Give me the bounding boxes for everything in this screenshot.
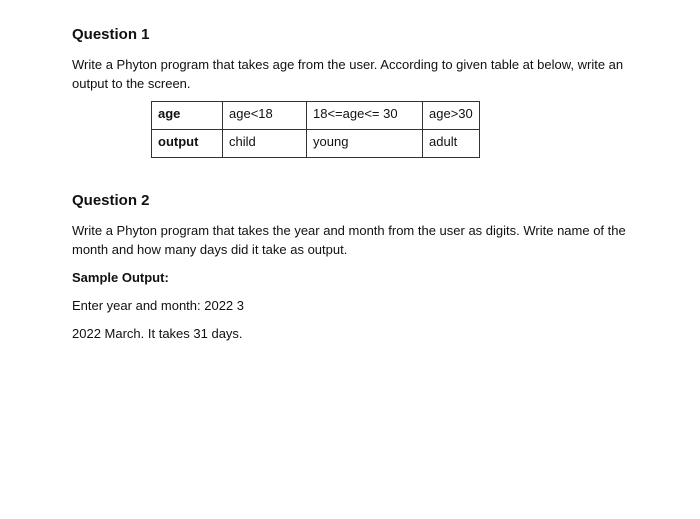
table-cell-output-label: output bbox=[152, 130, 223, 158]
sample-output-input-line: Enter year and month: 2022 3 bbox=[72, 298, 245, 313]
question-1-heading: Question 1 bbox=[72, 26, 150, 43]
table-cell-output-adult: adult bbox=[423, 130, 480, 158]
table-cell-output-child: child bbox=[223, 130, 307, 158]
table-cell-age-label: age bbox=[152, 102, 223, 130]
table-cell-age-18-to-30: 18<=age<= 30 bbox=[307, 102, 423, 130]
question-1-text: Write a Phyton program that takes age from the user. According to given table at below, write an output to the screen. bbox=[72, 57, 624, 91]
table-cell-age-over-30: age>30 bbox=[423, 102, 480, 130]
table-row-age bbox=[152, 102, 480, 130]
table-cell-age-under-18: age<18 bbox=[223, 102, 307, 130]
question-2-heading: Question 2 bbox=[72, 192, 150, 209]
age-output-table bbox=[151, 101, 480, 158]
table-cell-output-young: young bbox=[307, 130, 423, 158]
question-2-text: Write a Phyton program that takes the year and month from the user as digits. Write name of the month and how many days did it take as output. bbox=[72, 223, 626, 257]
table-row-output bbox=[152, 130, 480, 158]
sample-output-label: Sample Output: bbox=[72, 270, 169, 285]
sample-output-result-line: 2022 March. It takes 31 days. bbox=[72, 326, 243, 341]
